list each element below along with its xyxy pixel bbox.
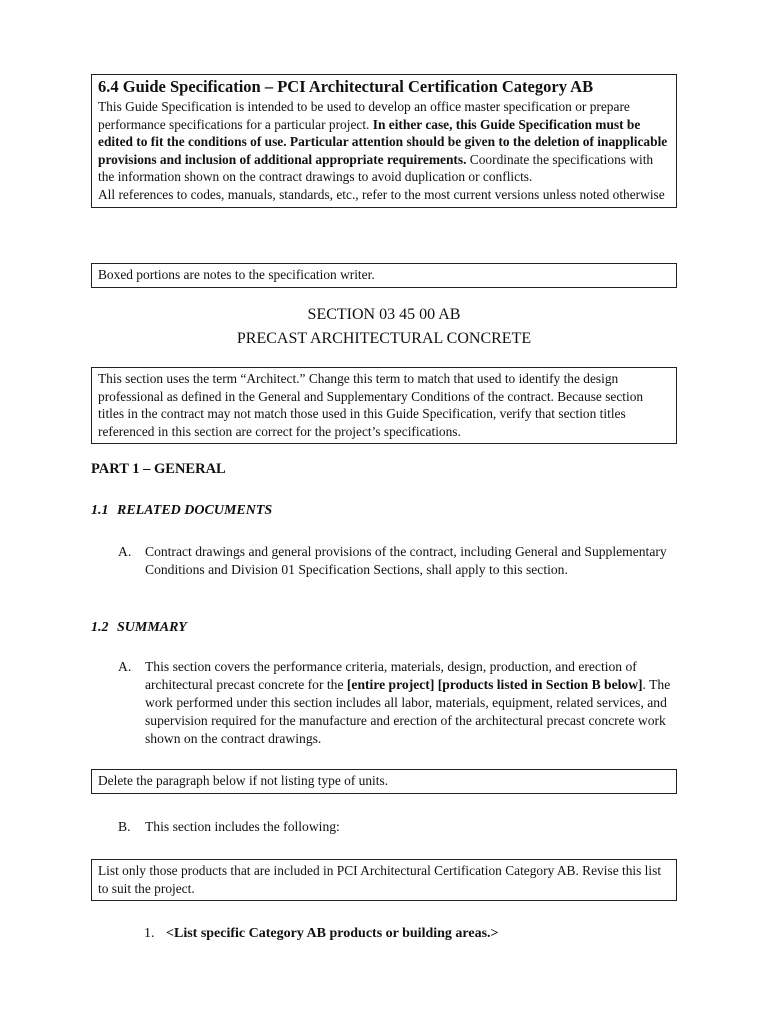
item-text: This section includes the following: — [145, 819, 340, 834]
summary-item-b — [118, 818, 678, 836]
list-item-1 — [144, 926, 499, 942]
section-1-2-title: SUMMARY — [117, 620, 187, 635]
product-list-note: List only those products that are included in PCI Architectural Certification Category AB. Revise this list to suit the project. — [91, 859, 677, 901]
summary-bold-options: [entire project] [products listed in Section B below] — [346, 677, 643, 692]
part-1-heading: PART 1 – GENERAL — [91, 461, 226, 477]
delete-paragraph-note: Delete the paragraph below if not listing type of units. — [91, 769, 677, 794]
section-number: SECTION 03 45 00 AB — [307, 306, 461, 323]
section-1-1-heading — [91, 503, 272, 519]
summary-text: This section covers the performance criteria, materials, design, production, and erection of architectural precast concrete for the — [145, 659, 637, 692]
list-item-text: <List specific Category AB products or building areas.> — [166, 926, 499, 941]
architect-term-note: This section uses the term “Architect.” Change this term to match that used to identify the design professional as defined in the General and Supplementary Conditions of the contract. Because section titles in the contract may not match those used in this Guide Specification, verify that section titles referenced in this section are correct for the project’s specifications. — [91, 367, 677, 444]
item-label: A. — [118, 544, 132, 559]
intro-paragraph — [98, 98, 670, 186]
item-text — [145, 658, 678, 748]
item-label: B. — [118, 819, 131, 834]
intro-text-end: Coordinate the specifications with the information shown on the contract drawings to avoid duplication or conflicts. — [98, 151, 654, 185]
item-label: A. — [118, 659, 132, 674]
summary-text-end: . The work performed under this section includes all labor, materials, equipment, related services, and supervision required for the manufacture and erection of the architectural precast concrete work shown on the contract drawings. — [145, 677, 671, 746]
section-title: PRECAST ARCHITECTURAL CONCRETE — [236, 330, 532, 347]
summary-item-a — [118, 658, 678, 748]
intro-text: This Guide Specification is intended to be used to develop an office master specification or prepare performance specifications for a particular project. — [98, 99, 630, 132]
section-1-2-heading — [91, 620, 187, 636]
item-text: Contract drawings and general provisions of the contract, including General and Supplementary Conditions and Division 01 Specification Sections, shall apply to this section. — [145, 544, 667, 577]
intro-note-box — [91, 74, 677, 208]
boxed-portions-note: Boxed portions are notes to the specification writer. — [91, 263, 677, 288]
references-paragraph: All references to codes, manuals, standards, etc., refer to the most current versions unless noted otherwise — [98, 186, 665, 202]
guide-spec-title: 6.4 Guide Specification – PCI Architectural Certification Category AB — [98, 77, 594, 96]
section-1-1-number: 1.1 — [91, 503, 109, 518]
related-documents-item-a — [118, 543, 678, 579]
section-1-2-number: 1.2 — [91, 620, 109, 635]
list-item-label: 1. — [144, 926, 155, 941]
intro-bold-text: In either case, this Guide Specification must be edited to fit the conditions of use. Particular attention should be given to the deletion of inapplicable provisions and inclusion of additional appropriate requirements. — [98, 116, 668, 167]
section-1-1-title: RELATED DOCUMENTS — [117, 503, 273, 518]
